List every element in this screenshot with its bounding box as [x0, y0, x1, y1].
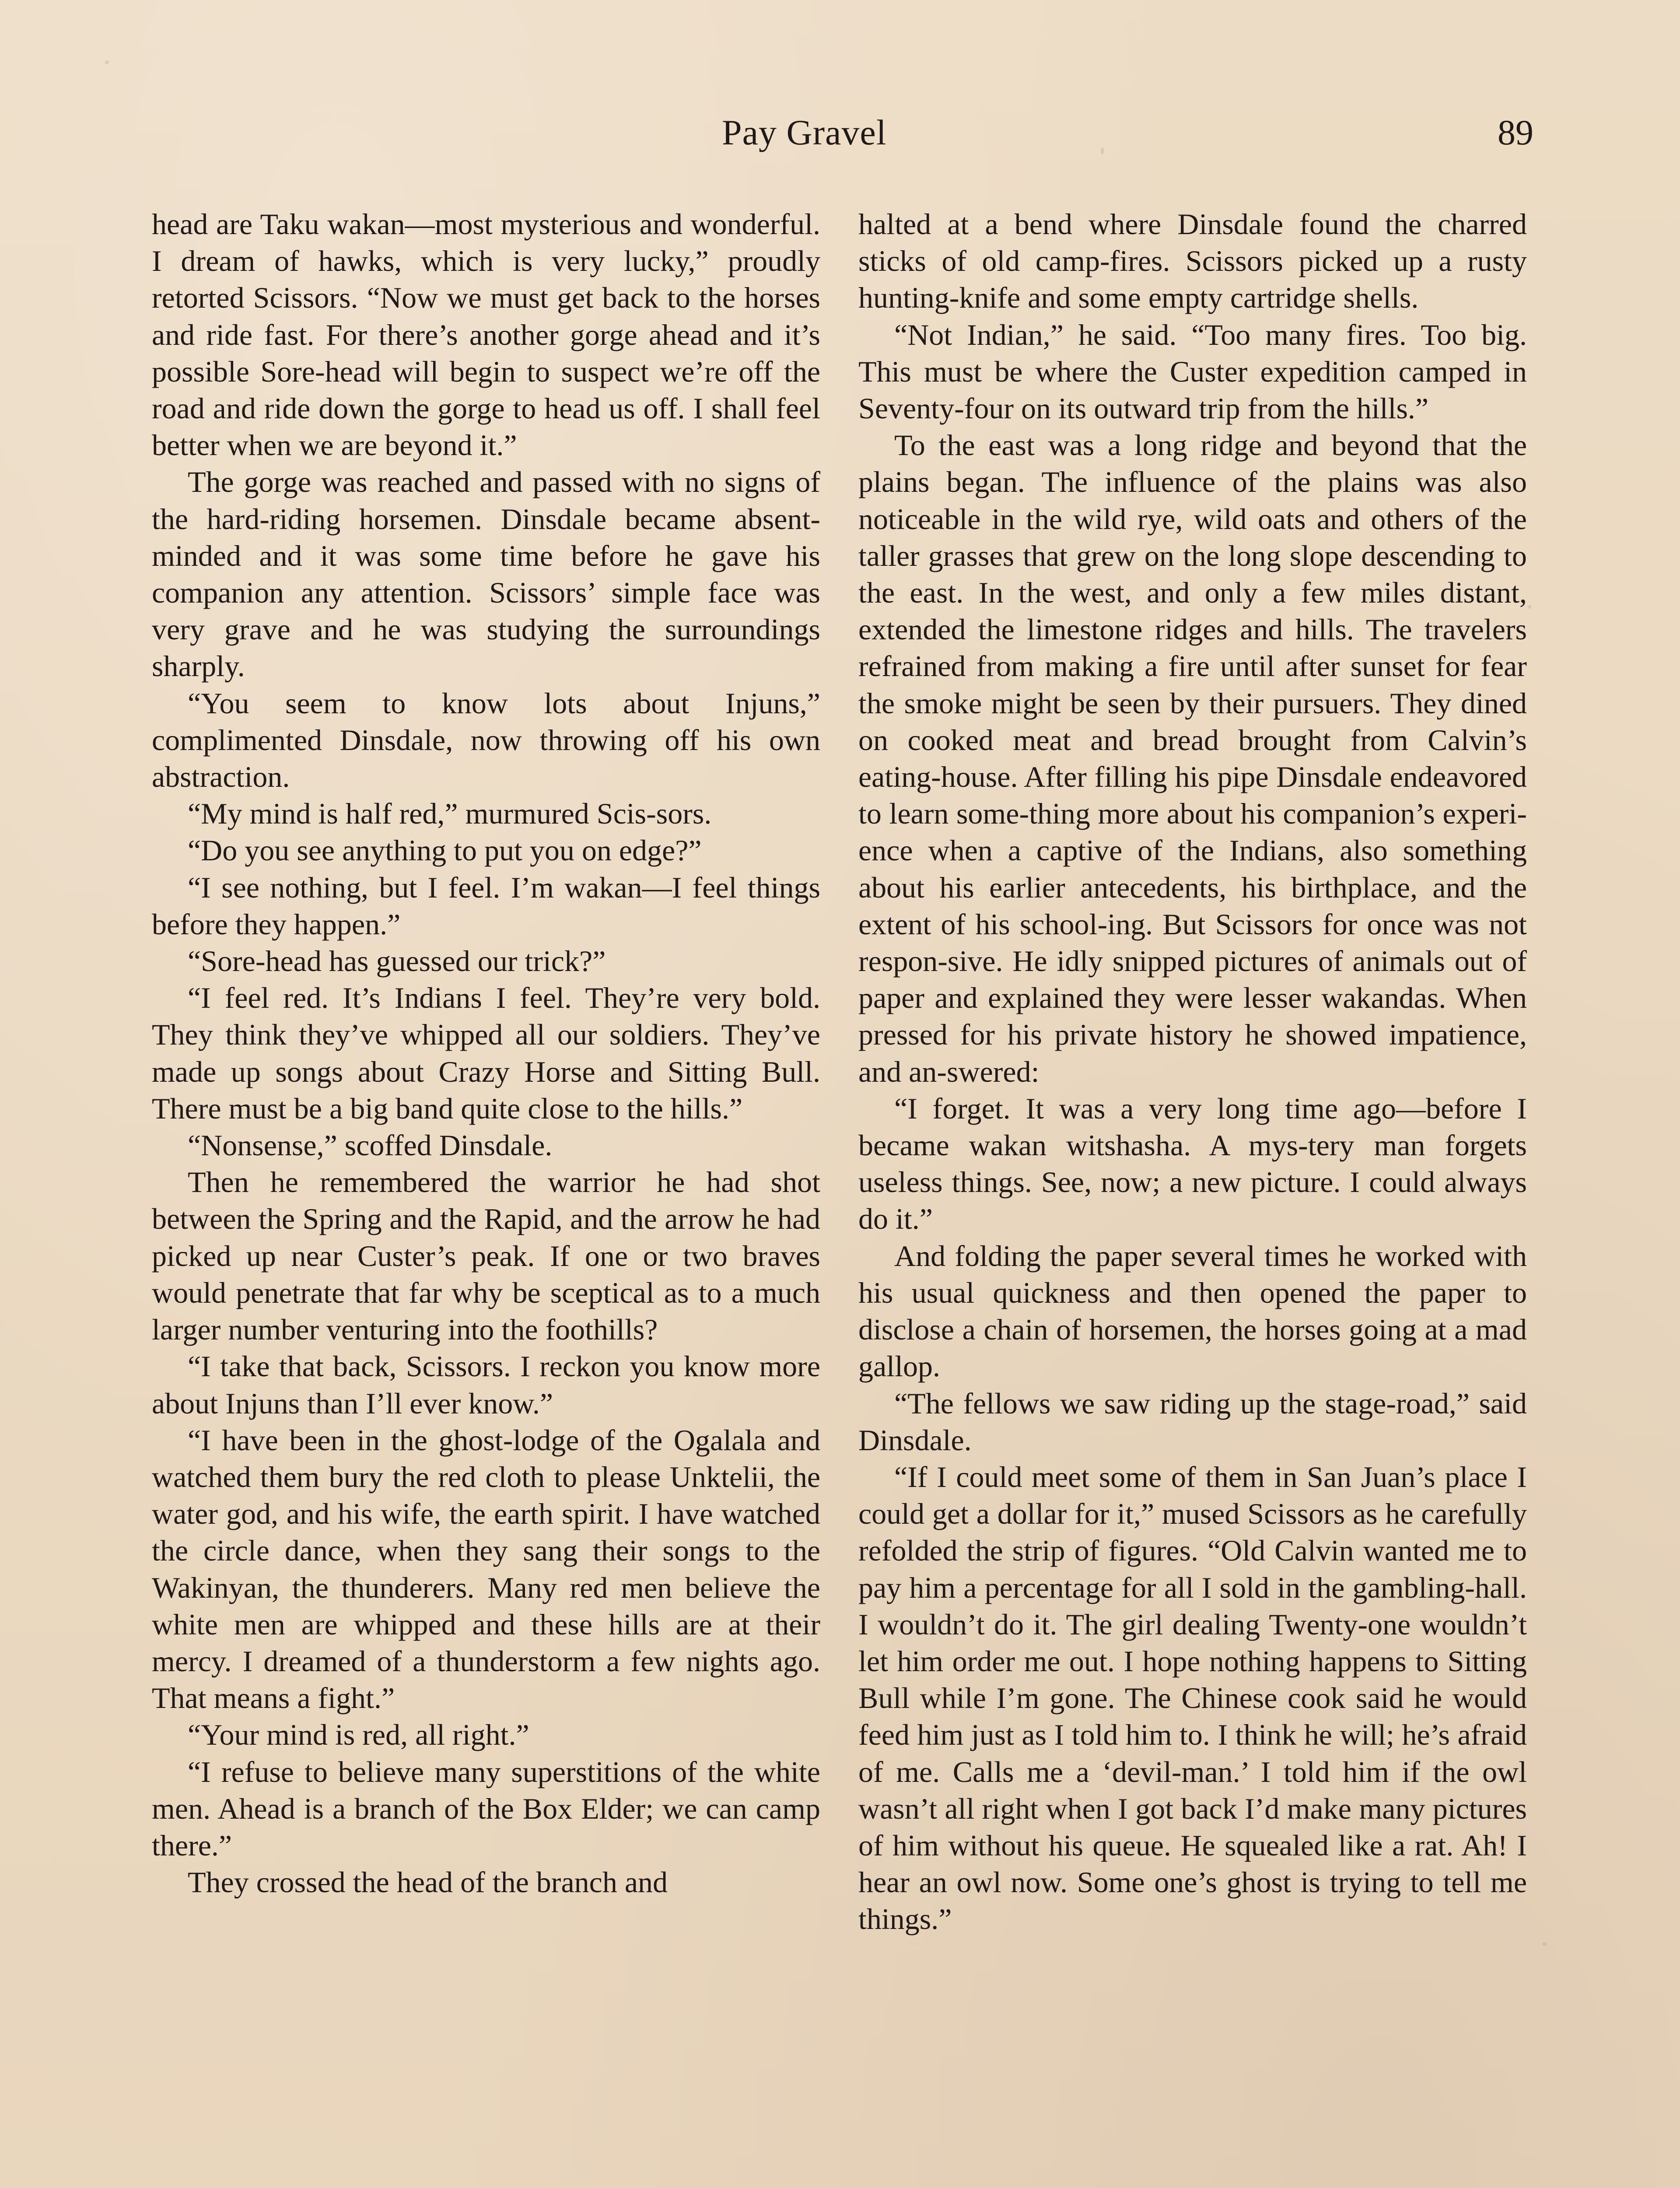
- left-paragraph: “My mind is half red,” murmured Scis-sors.: [188, 797, 712, 831]
- left-paragraph: Then he remembered the warrior he had shot between the Spring and the Rapid, and the arrow he had picked up near Custer’s peak. If one or two braves would penetrate that far why be sceptical as to a much larger number venturing into the foothills?: [152, 1165, 820, 1346]
- right-paragraph: “If I could meet some of them in San Juan’s place I could get a dollar for it,” mused Scissors as he carefully refolded the strip of figures. “Old Calvin wanted me to pay him a percentage for all I sold in the gambling-hall. I wouldn’t do it. The girl dealing Twenty-one wouldn’t let him order me out. I hope nothing happens to Sitting Bull while I’m gone. The Chinese cook said he would feed him just as I told him to. I think he will; he’s afraid of me. Calls me a ‘devil-man.’ I told him if the owl wasn’t all right when I got back I’d make many pictures of him without his queue. He squealed like a rat. Ah! I hear an owl now. Some one’s ghost is trying to tell me things.”: [858, 1460, 1527, 1936]
- page-number: 89: [1498, 112, 1533, 152]
- left-paragraph: “I feel red. It’s Indians I feel. They’re very bold. They think they’ve whipped all our soldiers. They’ve made up songs about Crazy Horse and Sitting Bull. There must be a big band quite close to the hills.”: [152, 981, 820, 1125]
- left-text-column: [152, 206, 820, 1900]
- left-paragraph: The gorge was reached and passed with no signs of the hard-riding horsemen. Dinsdale became absent-minded and it was some time before he gave his companion any attention. Scissors’ simple face was very grave and he was studying the surroundings sharply.: [152, 465, 820, 683]
- left-paragraph: “Nonsense,” scoffed Dinsdale.: [188, 1129, 553, 1162]
- paper-speckle-1: [105, 60, 109, 64]
- left-paragraph: “I refuse to believe many superstitions of the white men. Ahead is a branch of the Box Elder; we can camp there.”: [152, 1755, 820, 1862]
- right-paragraph: halted at a bend where Dinsdale found the charred sticks of old camp-fires. Scissors picked up a rusty hunting-knife and some empty cartridge shells.: [858, 207, 1527, 315]
- right-paragraph: “The fellows we saw riding up the stage-road,” said Dinsdale.: [858, 1386, 1527, 1457]
- paper-speckle-4: [1528, 605, 1531, 609]
- right-text-column: [858, 206, 1527, 1938]
- page-header: [0, 112, 1680, 163]
- right-paragraph: “I forget. It was a very long time ago—before I became wakan witshasha. A mys-tery man forgets useless things. See, now; a new picture. I could always do it.”: [858, 1091, 1527, 1236]
- left-paragraph: They crossed the head of the branch and: [188, 1865, 668, 1899]
- right-paragraph: “Not Indian,” he said. “Too many fires. Too big. This must be where the Custer expedition camped in Seventy-four on its outward trip from the hills.”: [858, 318, 1527, 425]
- left-paragraph: “Do you see anything to put you on edge?”: [188, 834, 702, 867]
- left-paragraph: “Your mind is red, all right.”: [188, 1718, 529, 1752]
- right-paragraph: To the east was a long ridge and beyond that the plains began. The influence of the plains was also noticeable in the wild rye, wild oats and others of the taller grasses that grew on the long slope descending to the east. In the west, and only a few miles distant, extended the limestone ridges and hills. The travelers refrained from making a fire until after sunset for fear the smoke might be seen by their pursuers. They dined on cooked meat and bread brought from Calvin’s eating-house. After filling his pipe Dinsdale endeavored to learn some-thing more about his companion’s experi-ence when a captive of the Indians, also something about his earlier antecedents, his birthplace, and the extent of his school-ing. But Scissors for once was not respon-sive. He idly snipped pictures of animals out of paper and explained they were lesser wakandas. When pressed for his private history he showed impatience, and an-swered:: [858, 428, 1527, 1088]
- paper-speckle-5: [1543, 1942, 1547, 1946]
- left-paragraph: “I have been in the ghost-lodge of the Ogalala and watched them bury the red cloth to please Unktelii, the water god, and his wife, the earth spirit. I have watched the circle dance, when they sang their songs to the Wakinyan, the thunderers. Many red men believe the white men are whipped and these hills are at their mercy. I dreamed of a thunderstorm a few nights ago. That means a fight.”: [152, 1423, 820, 1715]
- left-paragraph: “I see nothing, but I feel. I’m wakan—I feel things before they happen.”: [152, 870, 820, 941]
- left-paragraph: “I take that back, Scissors. I reckon you know more about Injuns than I’ll ever know.”: [152, 1350, 820, 1420]
- left-paragraph: head are Taku wakan—most mysterious and wonderful. I dream of hawks, which is very lucky,” proudly retorted Scissors. “Now we must get back to the horses and ride fast. For there’s another gorge ahead and it’s possible Sore-head will begin to suspect we’re off the road and ride down the gorge to head us off. I shall feel better when we are beyond it.”: [152, 207, 820, 462]
- right-paragraph: And folding the paper several times he worked with his usual quickness and then opened the paper to disclose a chain of horsemen, the horses going at a mad gallop.: [858, 1239, 1527, 1383]
- running-title: Pay Gravel: [722, 112, 887, 152]
- left-paragraph: “Sore-head has guessed our trick?”: [188, 944, 606, 978]
- left-paragraph: “You seem to know lots about Injuns,” complimented Dinsdale, now throwing off his own abstraction.: [152, 686, 820, 794]
